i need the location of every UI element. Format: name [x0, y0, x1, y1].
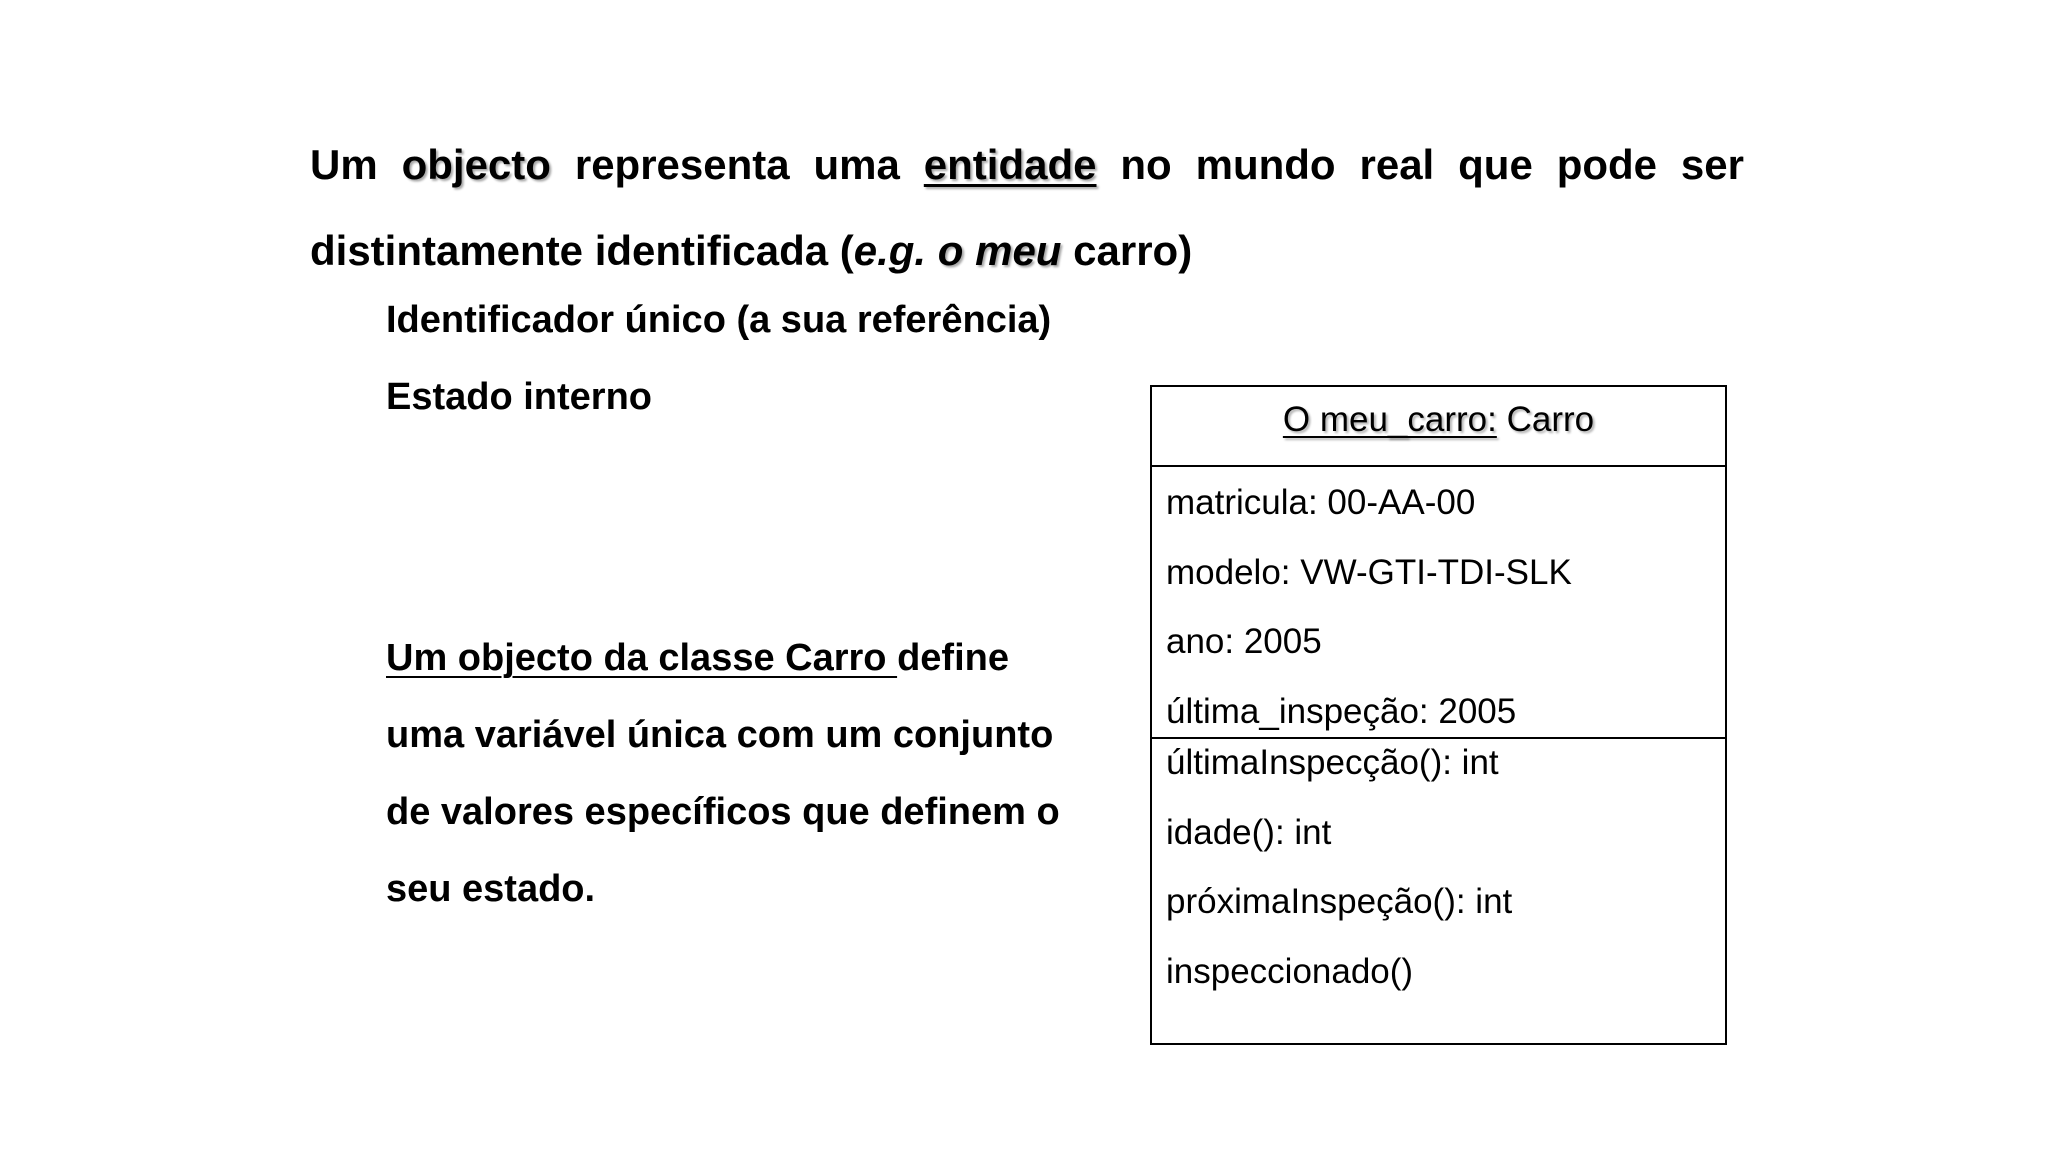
object-description-rest: define uma variável única com um conjunto de valores específicos que definem o seu estado.: [386, 637, 1060, 910]
intro-text-3: no mundo real que pode ser distintamente identificada (: [310, 141, 1744, 274]
object-description: [386, 620, 1066, 928]
intro-text-4: carro): [1073, 227, 1193, 274]
uml-methods-section: [1152, 739, 1725, 1045]
object-description-lead: Um objecto da classe Carro: [386, 637, 898, 679]
intro-paragraph: [310, 122, 1744, 294]
intro-text-1: Um: [310, 141, 378, 188]
uml-attributes-section: [1152, 467, 1725, 739]
uml-object-box: [1150, 385, 1727, 1045]
keyword-objecto: objecto: [401, 141, 551, 188]
uml-method: idade(): int: [1166, 813, 1332, 852]
intro-text-2: representa uma: [574, 141, 900, 188]
bullet-identificador: Identificador único (a sua referência): [386, 299, 1052, 341]
keyword-entidade: entidade: [923, 141, 1097, 188]
uml-class-name: Carro: [1506, 400, 1595, 439]
bullet-estado: Estado interno: [386, 376, 653, 418]
uml-attribute: modelo: VW-GTI-TDI-SLK: [1166, 553, 1572, 592]
uml-attribute: última_inspeção: 2005: [1166, 692, 1517, 731]
uml-method: últimaInspecção(): int: [1166, 743, 1499, 782]
uml-object-name: O meu_carro:: [1282, 400, 1497, 439]
uml-attribute: ano: 2005: [1166, 622, 1322, 661]
intro-o-meu: o meu: [937, 227, 1062, 274]
intro-eg: e.g.: [853, 227, 927, 274]
uml-attribute: matricula: 00-AA-00: [1166, 483, 1476, 522]
uml-header: [1152, 387, 1725, 467]
uml-method: próximaInspeção(): int: [1166, 882, 1513, 921]
uml-method: inspeccionado(): [1166, 952, 1414, 991]
